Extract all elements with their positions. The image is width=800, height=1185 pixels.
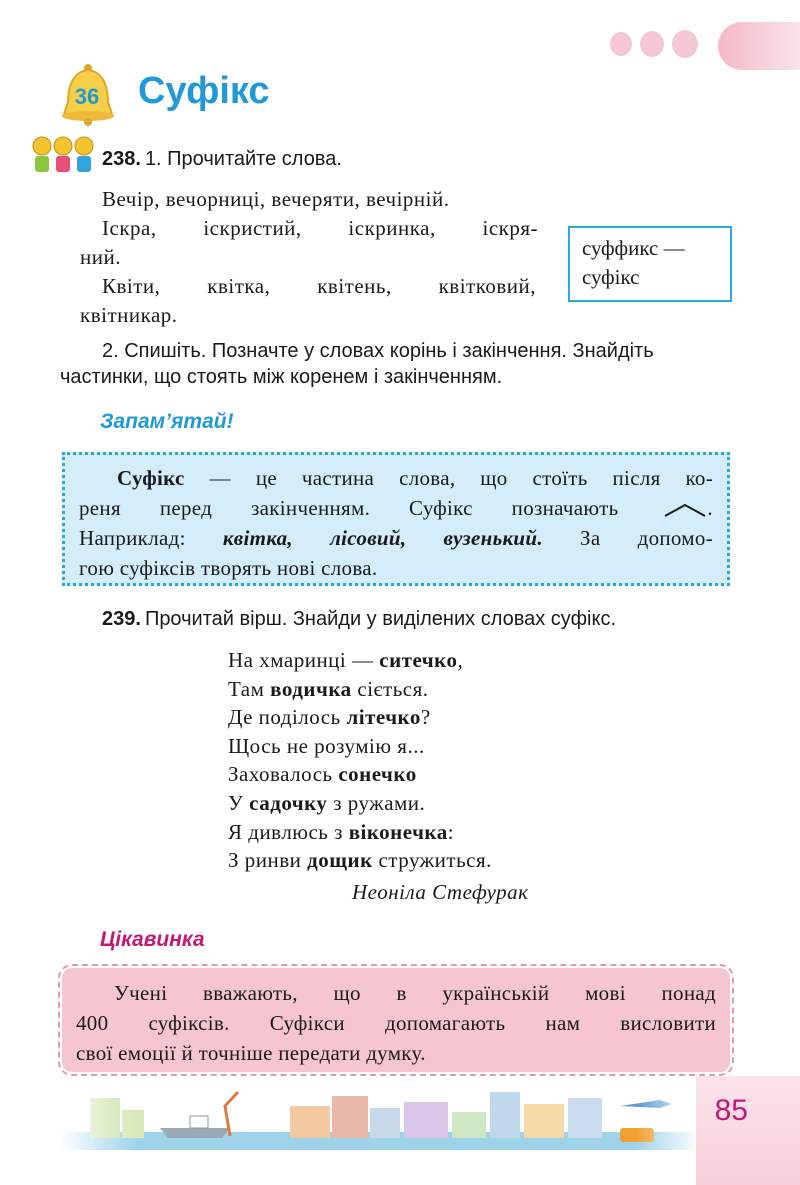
page-title: Суфікс	[138, 70, 270, 112]
suffix-mark-icon	[663, 502, 707, 518]
poem-line: Де поділось літечко?	[228, 705, 431, 730]
word-line: квітникар.	[80, 303, 178, 327]
poem-author: Неоніла Стефурак	[352, 880, 529, 904]
fun-line: свої емоції й точніше передати думку.	[76, 1041, 426, 1065]
exercise-number: 238.	[102, 148, 141, 170]
task-line: 2. Спишіть. Позначте у словах корінь і закінчення. Знайдіть	[102, 340, 654, 362]
word-line: Вечір, вечорниці, вечеряти, вечірній.	[102, 187, 450, 211]
decor-dot	[610, 32, 632, 56]
page-number: 85	[714, 1094, 748, 1127]
decor-dot	[672, 30, 698, 58]
task-line: частинки, що стоять між коренем і закінченням.	[60, 366, 503, 388]
glossary-line: суфікс	[582, 265, 640, 289]
poem-line: На хмаринці — ситечко,	[228, 648, 464, 672]
exercise-238-header	[102, 148, 342, 171]
city-illustration	[60, 1088, 700, 1150]
rule-term: Суфікс	[117, 466, 185, 490]
glossary-line: суффикс —	[582, 236, 685, 260]
word-line: Квіти, квітка, квітень, квітковий,	[102, 274, 536, 298]
poem-line: У садочку з ружами.	[228, 790, 426, 815]
rule-line	[79, 523, 713, 553]
fun-fact-heading: Цікавинка	[100, 928, 205, 951]
poem-line: Щось не розумію я...	[228, 733, 425, 758]
poem-line: Я дивлюсь з віконечка:	[228, 819, 455, 844]
poem	[228, 646, 492, 875]
fun-line: 400 суфіксів. Суфікси допомагають нам висловити	[76, 1011, 716, 1035]
poem-line: Заховалось сонечко	[228, 762, 417, 787]
word-list	[80, 185, 554, 330]
decor-pill	[718, 22, 800, 70]
decor-dot	[640, 31, 664, 57]
group-work-icon	[28, 134, 98, 174]
exercise-number: 239.	[102, 608, 141, 630]
page-number-band	[696, 1076, 800, 1185]
poem-line: Там водичка сіється.	[228, 676, 429, 701]
rule-line: гою суфіксів творять нові слова.	[79, 556, 378, 580]
rule-text: — це частина слова, що стоїть після ко-	[184, 466, 713, 490]
word-line: ний.	[80, 245, 121, 269]
fun-line: Учені вважають, що в українській мові понад	[114, 981, 716, 1005]
rule-line	[79, 463, 713, 493]
glossary-box	[568, 226, 732, 302]
rule-text: За допомо-	[542, 526, 713, 550]
lesson-number: 36	[74, 84, 100, 109]
top-decoration	[610, 22, 800, 70]
fun-fact-box	[62, 968, 730, 1072]
rule-text: реня перед закінченням. Суфікс позначають	[79, 496, 619, 520]
remember-heading: Запам’ятай!	[100, 410, 234, 433]
rule-text: Наприклад:	[79, 526, 223, 550]
rule-box	[62, 452, 730, 586]
word-line: Іскра, іскристий, іскринка, іскря-	[102, 216, 538, 240]
exercise-task: Прочитай вірш. Знайди у виділених словах суфікс.	[144, 608, 617, 630]
exercise-239-header	[102, 608, 616, 631]
exercise-task: 1. Прочитайте слова.	[144, 148, 342, 170]
rule-line: реня перед закінченням. Суфікс позначають .	[79, 496, 713, 520]
rule-examples: квітка, лісовий, вузенький.	[222, 526, 543, 550]
exercise-task-2	[60, 338, 734, 390]
poem-line: З ринви дощик стружиться.	[228, 848, 492, 873]
